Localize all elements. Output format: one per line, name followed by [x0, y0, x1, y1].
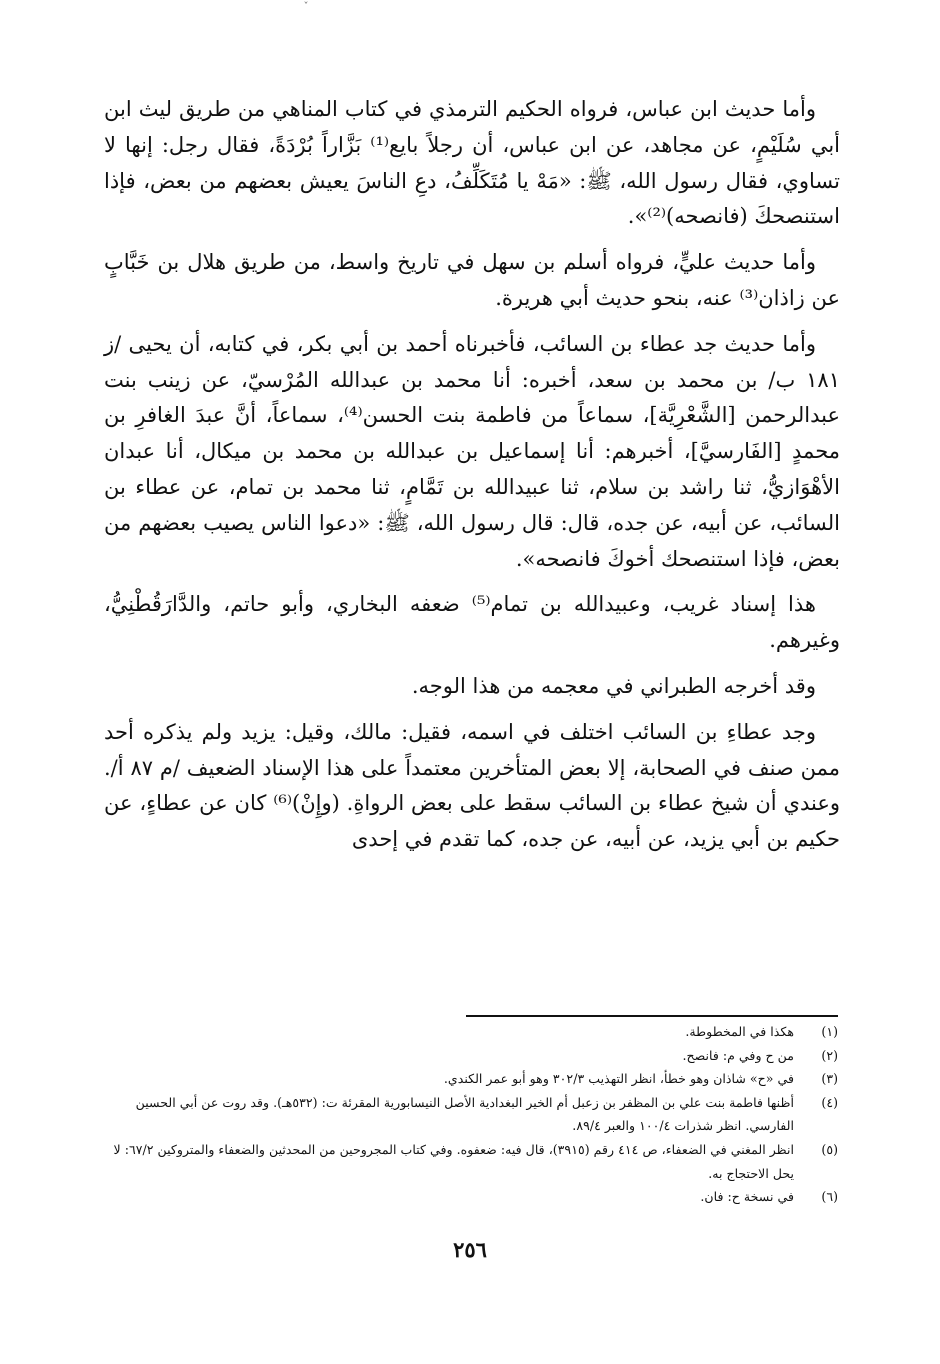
footnote-number: (٢): [821, 1047, 838, 1063]
footnote-1: [96, 1020, 838, 1044]
paragraph-1: وأما حديث ابن عباس، فرواه الحكيم الترمذي في كتاب المناهي من طريق ليث ابن أبي سُلَيْمٍ، عن مجاهد، عن ابن عباس، أن رجلاً بايع⁽¹⁾ بَزَّاراً بُرْدَةً، فقال رجل: إنها لا تساوي، فقال رسول الله، ﷺ: «مَهْ يا مُتَكَلِّفُ، دعِ الناسَ يعيش بعضهم من بعض، فإذا استنصحكَ (فانصحه)⁽²⁾».: [104, 97, 841, 229]
footnote-number: (٤): [821, 1094, 838, 1110]
footnote-2: [96, 1044, 838, 1068]
footnote-number: (١): [821, 1024, 838, 1039]
paragraph-3: وأما حديث جد عطاء بن السائب، فأخبرناه أحمد بن أبي بكر، في كتابه، أن يحيى /ز ١٨١ ب/ بن محمد بن سعد، أخبره: أنا محمد بن عبدالله المُرْسيّ، عن زينب بنت عبدالرحمن [الشَّعْرِيَّة]، سماعاً من فاطمة بنت الحسن⁽⁴⁾، سماعاً، أنَّ عبدَ الغافرِ بن محمدٍ [الفَارسيَّ]، أخبرهم: أنا إسماعيل بن عبدالله بن محمد بن ميكال، أنا عبدان الأهْوَازيُّ، ثنا راشد بن سلام، ثنا عبيدالله بن تَمَّامٍ، ثنا محمد بن تمام، عن عطاء بن السائب، عن أبيه، عن جده، قال: قال رسول الله، ﷺ: «دعوا الناس يصيب بعضهم من بعض، فإذا استنصحك أخوكَ فانصحه».: [104, 331, 840, 571]
paragraph-5: وقد أخرجه الطبراني في معجمه من هذا الوجه.: [411, 673, 816, 698]
footnote-text: هكذا في المخطوطة.: [685, 1024, 794, 1039]
footnote-number: (٣): [821, 1071, 838, 1087]
footnote-divider: [466, 1015, 838, 1017]
paragraph-4: هذا إسناد غريب، وعبيدالله بن تمام⁽⁵⁾ ضعفه البخاري، وأبو حاتم، والدَّارَقُطْنِيُّ، وغيرهم.: [104, 592, 840, 653]
scan-speck: ˇ: [303, 2, 309, 13]
paragraph-2: وأما حديث عليٍّ، فرواه أسلم بن سهل في تاريخ واسط، من طريق هلال بن خَبَّابٍ عن زاذان⁽³⁾ عنه، بنحو حديث أبي هريرة.: [104, 250, 840, 310]
footnote-text: أظنها فاطمة بنت علي بن المظفر بن زعبل أم الخير البغدادية الأصل النيسابورية المقرئة ت: (٥٣٢هـ). وقد روت عن أبي الحسين الفارسي. انظر شذرات ١٠٠/٤ والعبر ٨٩/٤.: [135, 1094, 794, 1134]
footnote-text: في نسخة ح: فان.: [700, 1189, 794, 1205]
footnote-text: انظر المغني في الضعفاء، ص ٤١٤ رقم (٣٩١٥)، قال فيه: ضعفوه. وفي كتاب المجروحين من المحدثين والضعفاء والمتروكين ٦٧/٢: لا يحل الاحتجاج به.: [113, 1141, 794, 1181]
footnote-4: [96, 1091, 838, 1138]
footnote-text: من ح وفي م: فانصح.: [682, 1047, 794, 1063]
footnote-text: في «ح» شاذان وهو خطأ، انظر التهذيب ٣٠٢/٣ وهو أبو عمر الكندي.: [443, 1071, 794, 1087]
footnote-number: (٥): [821, 1141, 838, 1157]
footnote-5: [96, 1138, 838, 1185]
footnote-3: [96, 1067, 838, 1091]
main-text: [104, 92, 840, 868]
page-number: ٢٥٦: [453, 1237, 487, 1262]
footnote-number: (٦): [821, 1189, 838, 1205]
paragraph-6: وجد عطاءِ بن السائب اختلف في اسمه، فقيل: مالك، وقيل: يزيد ولم يذكره أحد ممن صنف في الصحابة، إلا بعض المتأخرين معتمداً على هذا الإسناد الضعيف /م ٨٧ أ/. وعندي أن شيخ عطاء بن السائب سقط على بعض الرواةِ. (وإِنْ)⁽⁶⁾ كان عن عطاءٍ، عن حكيم بن أبي يزيد، عن أبيه، عن جده، كما تقدم في إحدى: [104, 719, 840, 852]
footnote-6: [96, 1185, 838, 1209]
footnotes: [96, 1020, 838, 1209]
